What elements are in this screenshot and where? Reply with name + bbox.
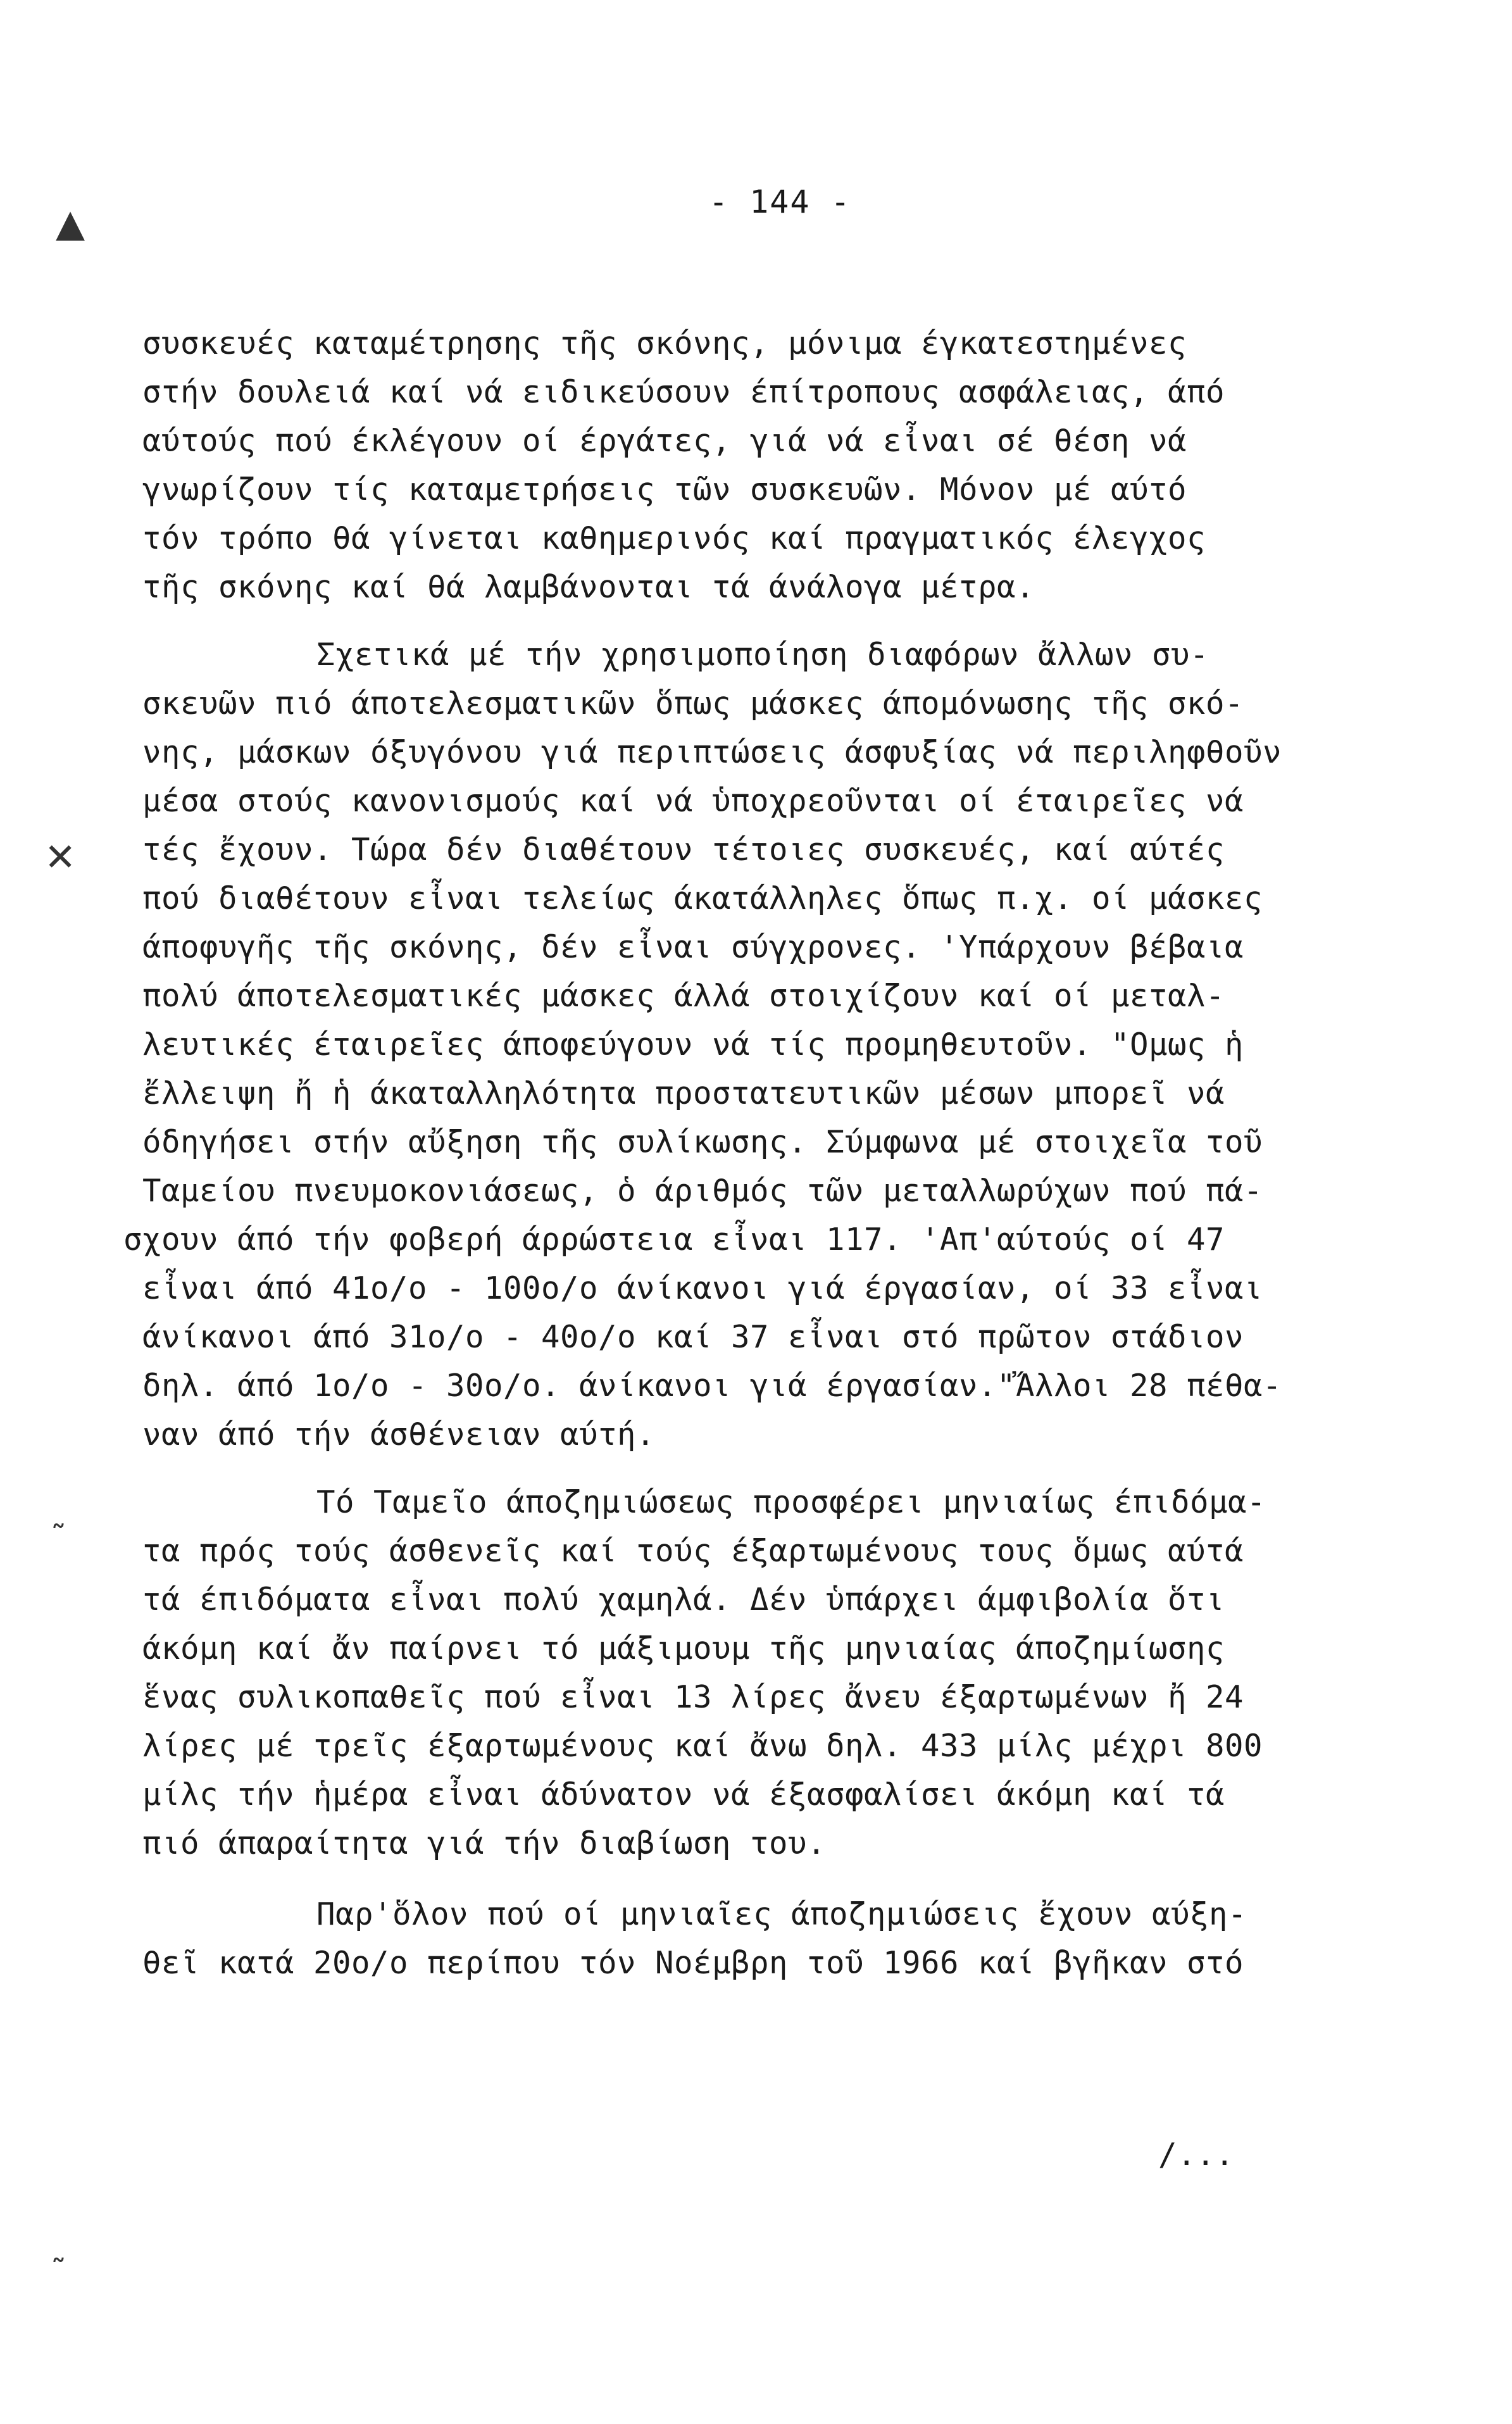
text-line: τές ἔχουν. Τώρα δέν διαθέτουν τέτοιες συσκευές, καί αύτές — [142, 832, 1225, 868]
text-line: ἕνας συλικοπαθεῖς πού εἶναι 13 λίρες ἄνευ έξαρτωμένων ἤ 24 — [142, 1679, 1244, 1715]
text-line: άνίκανοι άπό 31ο/ο - 40ο/ο καί 37 εἶναι στό πρῶτον στάδιον — [142, 1319, 1244, 1355]
continuation-marker: /... — [1158, 2137, 1235, 2173]
text-line: γνωρίζουν τίς καταμετρήσεις τῶν συσκευῶν. Μόνον μέ αύτό — [142, 472, 1187, 508]
text-line: δηλ. άπό 1ο/ο - 30ο/ο. άνίκανοι γιά έργασίαν."Ἄλλοι 28 πέθα- — [142, 1368, 1282, 1404]
text-line: συσκευές καταμέτρησης τῆς σκόνης, μόνιμα έγκατεστημένες — [142, 325, 1187, 361]
text-line: εἶναι άπό 41ο/ο - 100ο/ο άνίκανοι γιά έργασίαν, οί 33 εἶναι — [142, 1270, 1263, 1306]
text-line: Ταμείου πνευμοκονιάσεως, ὁ άριθμός τῶν μεταλλωρύχων πού πά- — [142, 1173, 1263, 1209]
text-line: πιό άπαραίτητα γιά τήν διαβίωση του. — [142, 1825, 827, 1861]
text-line: νης, μάσκων όξυγόνου γιά περιπτώσεις άσφυξίας νά περιληφθοῦν — [142, 734, 1282, 770]
text-line: πολύ άποτελεσματικές μάσκες άλλά στοιχίζουν καί οί μεταλ- — [142, 978, 1225, 1014]
text-line: Τό Ταμεῖο άποζημιώσεως προσφέρει μηνιαίως έπιδόμα- — [316, 1484, 1266, 1520]
text-line: αύτούς πού έκλέγουν οί έργάτες, γιά νά εἶναι σέ θέση νά — [142, 423, 1187, 459]
text-line: Παρ'ὅλον πού οί μηνιαῖες άποζημιώσεις ἔχουν αύξη- — [316, 1896, 1247, 1932]
text-line: τόν τρόπο θά γίνεται καθημερινός καί πραγματικός έλεγχος — [142, 520, 1206, 556]
margin-arrow-mark: ▲ — [56, 201, 85, 246]
text-line: τα πρός τούς άσθενεῖς καί τούς έξαρτωμένους τους ὅμως αύτά — [142, 1533, 1244, 1569]
margin-cross-mark: ✕ — [44, 835, 77, 880]
text-line: Σχετικά μέ τήν χρησιμοποίηση διαφόρων ἄλλων συ- — [316, 637, 1209, 673]
text-line: στήν δουλειά καί νά ειδικεύσουν έπίτροπους ασφάλειας, άπό — [142, 374, 1225, 410]
text-line: τά έπιδόματα εἶναι πολύ χαμηλά. Δέν ὑπάρχει άμφιβολία ὅτι — [142, 1582, 1225, 1618]
text-line: λευτικές έταιρεῖες άποφεύγουν νά τίς προμηθευτοῦν. "Ομως ἡ — [142, 1027, 1244, 1063]
text-line: ναν άπό τήν άσθένειαν αύτή. — [142, 1416, 656, 1453]
page-number: - 144 - — [709, 184, 851, 220]
text-line: σκευῶν πιό άποτελεσματικῶν ὅπως μάσκες άπομόνωσης τῆς σκό- — [142, 685, 1244, 722]
text-line: μέσα στούς κανονισμούς καί νά ὑποχρεοῦνται οί έταιρεῖες νά — [142, 783, 1244, 819]
text-line: μίλς τήν ἡμέρα εἶναι άδύνατον νά έξασφαλίσει άκόμη καί τά — [142, 1777, 1225, 1813]
text-line: σχουν άπό τήν φοβερή άρρώστεια εἶναι 117. 'Απ'αύτούς οί 47 — [123, 1221, 1225, 1258]
text-line: λίρες μέ τρεῖς έξαρτωμένους καί ἄνω δηλ. 433 μίλς μέχρι 800 — [142, 1728, 1263, 1764]
text-line: όδηγήσει στήν αὔξηση τῆς συλίκωσης. Σύμφωνα μέ στοιχεῖα τοῦ — [142, 1124, 1263, 1160]
margin-tick-mark-bottom: ˜ — [51, 2253, 66, 2290]
text-line: άκόμη καί ἄν παίρνει τό μάξιμουμ τῆς μηνιαίας άποζημίωσης — [142, 1630, 1225, 1666]
text-line: ἔλλειψη ἤ ἡ άκαταλληλότητα προστατευτικῶν μέσων μπορεῖ νά — [142, 1075, 1225, 1111]
margin-tick-mark: ˜ — [51, 1519, 66, 1556]
text-line: άποφυγῆς τῆς σκόνης, δέν εἶναι σύγχρονες. 'Υπάρχουν βέβαια — [142, 929, 1244, 965]
text-line: πού διαθέτουν εἶναι τελείως άκατάλληλες ὅπως π.χ. οί μάσκες — [142, 880, 1263, 916]
text-line: θεῖ κατά 20ο/ο περίπου τόν Νοέμβρη τοῦ 1966 καί βγῆκαν στό — [142, 1945, 1244, 1981]
text-line: τῆς σκόνης καί θά λαμβάνονται τά άνάλογα μέτρα. — [142, 569, 1035, 605]
